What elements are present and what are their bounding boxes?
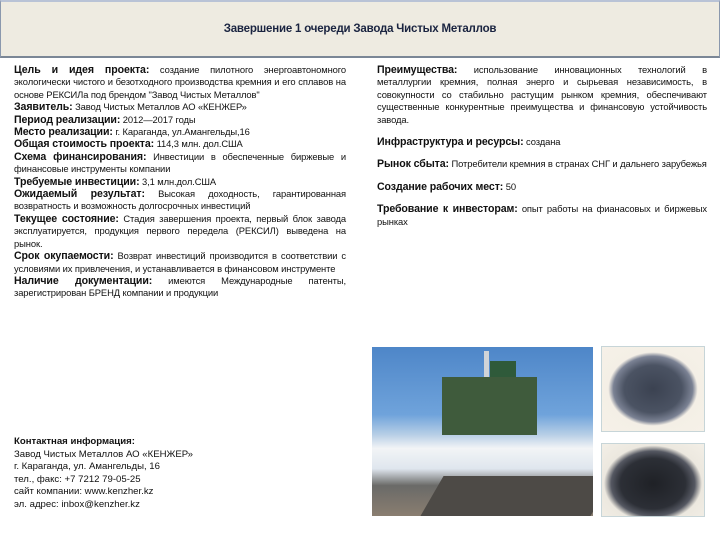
contact-title: Контактная информация: xyxy=(14,436,135,447)
item-infrastructure: Инфраструктура и ресурсы: создана xyxy=(377,136,561,149)
item-documentation: Наличие документации: имеются Международные патенты, зарегистрирован БРЕНД компании и продукции xyxy=(14,274,346,299)
item-financing-scheme: Схема финансирования: Инвестиции в обеспеченные биржевые и финансовые инструменты компании xyxy=(14,150,346,175)
silicon-lump-photo xyxy=(601,346,705,432)
contact-company: Завод Чистых Металлов АО «КЕНЖЕР» xyxy=(14,448,193,460)
road-shape xyxy=(420,476,593,516)
item-jobs: Создание рабочих мест: 50 xyxy=(377,180,516,193)
item-goal: Цель и идея проекта: создание пилотного энергоавтономного экологически чистого и безотходного производства кремния и его сплавов на основе РЕКСИЛа под брендом "Завод Чистых Металлов" xyxy=(14,64,346,100)
project-benefits-column xyxy=(377,64,707,228)
item-advantages: Преимущества: использование инновационных технологий в металлургии кремния, полная энерго и сырьевая независимость, в совокупности со стабильно растущим рынком кремния, обеспечивают существенные конкурентные преимущества и финансовую устойчивость завода. xyxy=(377,64,707,125)
contact-address: г. Караганда, ул. Амангельды, 16 xyxy=(14,461,160,472)
plant-photo xyxy=(372,347,593,516)
project-details-column xyxy=(14,64,346,300)
slide-title: Завершение 1 очереди Завода Чистых Металлов xyxy=(223,23,497,35)
slide-header xyxy=(0,0,720,58)
building-shape xyxy=(442,377,537,435)
item-market: Рынок сбыта: Потребители кремния в странах СНГ и дальнего зарубежья xyxy=(377,158,707,171)
contact-info xyxy=(14,436,314,511)
silicon-pieces-photo xyxy=(601,443,705,517)
contact-phone: тел., факс: +7 7212 79-05-25 xyxy=(14,473,141,485)
item-total-cost: Общая стоимость проекта: 114,3 млн. дол.США xyxy=(14,138,243,151)
item-period: Период реализации: 2012—2017 годы xyxy=(14,113,196,126)
item-expected-result: Ожидаемый результат: Высокая доходность, гарантированная возвратность и возможность долгосрочных инвестиций xyxy=(14,188,346,212)
item-required-investment: Требуемые инвестиции: 3,1 млн.дол.США xyxy=(14,175,217,188)
item-investor-requirements: Требование к инвесторам: опыт работы на фианасовых и биржевых рынках xyxy=(377,203,707,227)
contact-email: эл. адрес: inbox@kenzher.kz xyxy=(14,498,140,510)
item-payback: Срок окупаемости: Возврат инвестиций производится в соответствии с условиями их привлечения, и устанавливается в финансовом инструменте xyxy=(14,250,346,274)
contact-website: сайт компании: www.kenzher.kz xyxy=(14,486,154,497)
item-location: Место реализации: г. Караганда, ул.Амангельды,16 xyxy=(14,126,250,139)
item-current-state: Текущее состояние: Стадия завершения проекта, первый блок завода эксплуатируется, продукция первого передела (РЕКСИЛ) выведена на рынок. xyxy=(14,212,346,249)
item-applicant: Заявитель: Завод Чистых Металлов АО «КЕНЖЕР» xyxy=(14,101,247,114)
